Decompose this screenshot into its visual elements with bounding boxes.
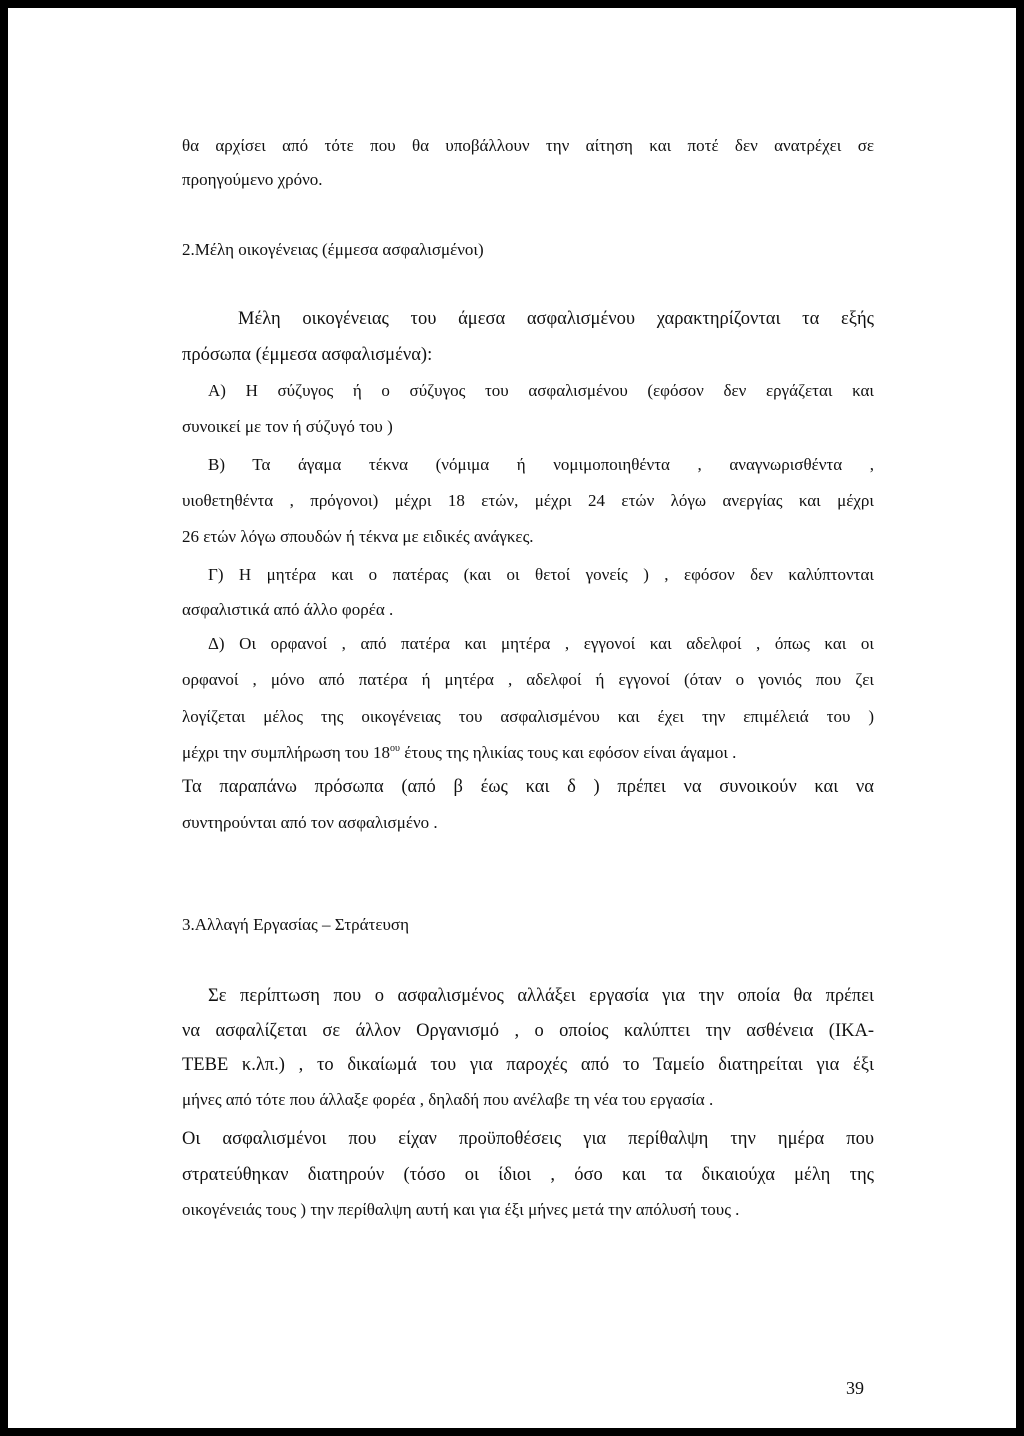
text-line: Γ) Η μητέρα και ο πατέρας (και οι θετοί γονείς ) , εφόσον δεν καλύπτονται	[208, 565, 874, 584]
page-number: 39	[846, 1378, 864, 1398]
text-fragment: έτους της ηλικίας τους και εφόσον είναι άγαμοι .	[399, 743, 737, 762]
text-line: πρόσωπα (έμμεσα ασφαλισμένα):	[182, 345, 433, 365]
text-line: οικογένειάς τους ) την περίθαλψη αυτή και για έξι μήνες μετά την απόλυσή τους .	[182, 1200, 740, 1219]
text-line: στρατεύθηκαν διατηρούν (τόσο οι ίδιοι , όσο και τα δικαιούχα μέλη της	[182, 1165, 874, 1185]
text-line: 26 ετών λόγω σπουδών ή τέκνα με ειδικές ανάγκες.	[182, 527, 534, 546]
text-line: λογίζεται μέλος της οικογένειας του ασφαλισμένου και έχει την επιμέλειά του )	[182, 707, 874, 726]
text-line: Δ) Οι ορφανοί , από πατέρα και μητέρα , εγγονοί και αδελφοί , όπως και οι	[208, 634, 874, 653]
text-line: Μέλη οικογένειας του άμεσα ασφαλισμένου χαρακτηρίζονται τα εξής	[238, 309, 874, 329]
text-line: Β) Τα άγαμα τέκνα (νόμιμα ή νομιμοποιηθέντα , αναγνωρισθέντα ,	[208, 455, 874, 474]
text-line: Οι ασφαλισμένοι που είχαν προϋποθέσεις για περίθαλψη την ημέρα που	[182, 1129, 874, 1149]
text-line: ασφαλιστικά από άλλο φορέα .	[182, 600, 394, 619]
section-heading: 2.Μέλη οικογένειας (έμμεσα ασφαλισμένοι)	[182, 240, 484, 259]
text-line: θα αρχίσει από τότε που θα υποβάλλουν την αίτηση και ποτέ δεν ανατρέχει σε	[182, 136, 874, 155]
text-line: συνοικεί με τον ή σύζυγό του )	[182, 417, 393, 436]
text-line: ΤΕΒΕ κ.λπ.) , το δικαίωμά του για παροχές από το Ταμείο διατηρείται για έξι	[182, 1055, 874, 1075]
section-heading: 3.Αλλαγή Εργασίας – Στράτευση	[182, 915, 409, 934]
text-line: ορφανοί , μόνο από πατέρα ή μητέρα , αδελφοί ή εγγονοί (όταν ο γονιός που ζει	[182, 670, 874, 689]
text-line: Τα παραπάνω πρόσωπα (από β έως και δ ) πρέπει να συνοικούν και να	[182, 777, 874, 797]
text-line: Σε περίπτωση που ο ασφαλισμένος αλλάξει εργασία για την οποία θα πρέπει	[208, 986, 874, 1006]
text-line: μήνες από τότε που άλλαξε φορέα , δηλαδή που ανέλαβε τη νέα του εργασία .	[182, 1090, 714, 1109]
text-line: Α) Η σύζυγος ή ο σύζυγος του ασφαλισμένου (εφόσον δεν εργάζεται και	[208, 381, 874, 400]
text-line	[182, 743, 874, 763]
text-line: συντηρούνται από τον ασφαλισμένο .	[182, 813, 438, 832]
document-page	[8, 8, 1016, 1428]
text-line: υιοθετηθέντα , πρόγονοι) μέχρι 18 ετών, μέχρι 24 ετών λόγω ανεργίας και μέχρι	[182, 491, 874, 510]
text-fragment: μέχρι την συμπλήρωση του 18	[182, 743, 391, 762]
text-line: προηγούμενο χρόνο.	[182, 170, 323, 189]
text-line: να ασφαλίζεται σε άλλον Οργανισμό , ο οποίος καλύπτει την ασθένεια (ΙΚΑ-	[182, 1021, 874, 1041]
ordinal-superscript: ου	[390, 743, 400, 754]
